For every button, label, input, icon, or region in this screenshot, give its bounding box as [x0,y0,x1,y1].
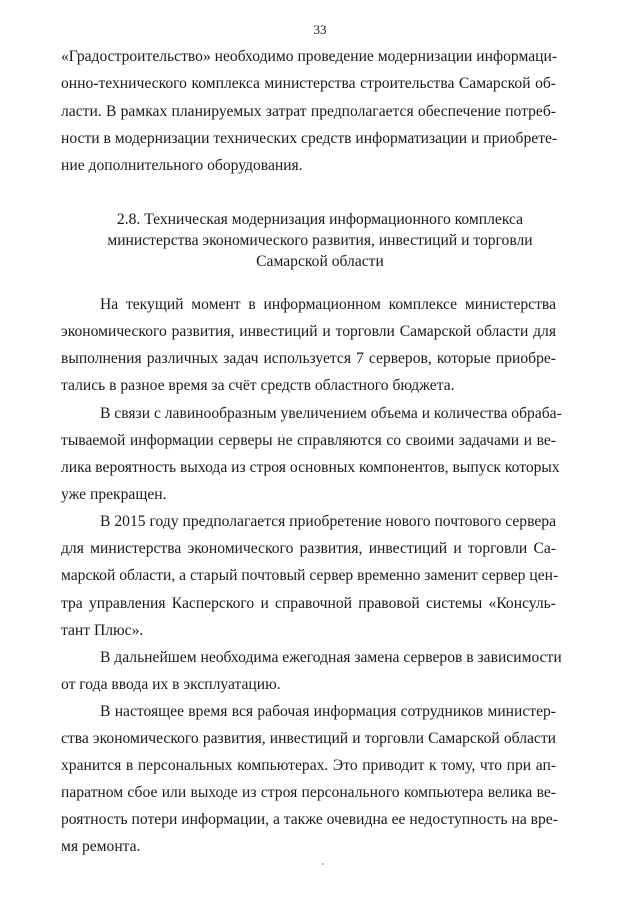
text-line: ности в модернизации технических средств информатизации и приобрете- [61,130,558,147]
text-line: В 2015 году предполагается приобретение нового почтового сервера [100,513,556,530]
heading-line: министерства экономического развития, инвестиций и торговли [107,232,533,249]
text-line: экономического развития, инвестиций и торговли Самарской области для [61,323,556,340]
text-line: «Градостроительство» необходимо проведение модернизации информаци- [61,48,558,65]
text-line: хранится в персональных компьютерах. Это приводит к тому, что при ап- [61,757,556,774]
text-line: тываемой информации серверы не справляются со своими задачами и ве- [61,432,556,449]
text-line: тра управления Касперского и справочной правовой системы «Консуль- [61,595,556,612]
text-line: ние дополнительного оборудования. [61,157,303,174]
text-line: уже прекращен. [61,486,167,503]
text-line: В дальнейшем необходима ежегодная замена серверов в зависимости [100,649,562,666]
text-line: ласти. В рамках планируемых затрат предполагается обеспечение потреб- [61,103,556,120]
page-number: 33 [313,22,327,37]
text-line: В связи с лавинообразным увеличением объема и количества обраба- [100,405,562,422]
text-line: выполнения различных задач используется 7 серверов, которые приобре- [61,350,556,367]
scan-speck [322,863,324,865]
text-line: паратном сбое или выходе из строя персонального компьютера велика ве- [61,784,556,801]
text-line: лика вероятность выхода из строя основных компонентов, выпуск которых [61,459,560,476]
text-line: тант Плюс». [61,622,144,639]
heading-line: Самарской области [256,253,384,270]
text-line: марской области, а старый почтовый сервер временно заменит сервер цен- [61,567,559,584]
text-line: мя ремонта. [61,838,141,855]
text-line: В настоящее время вся рабочая информация сотрудников министер- [100,703,556,720]
text-line: На текущий момент в информационном комплексе министерства [100,296,556,313]
text-line: роятность потери информации, а также очевидна ее недоступность на вре- [61,811,558,828]
text-line: для министерства экономического развития, инвестиций и торговли Са- [61,540,556,557]
text-line: тались в разное время за счёт средств областного бюджета. [61,377,455,394]
text-line: ства экономического развития, инвестиций и торговли Самарской области [61,730,556,747]
text-line: онно-технического комплекса министерства строительства Самарской об- [61,75,556,92]
heading-line: 2.8. Техническая модернизация информационного комплекса [116,211,524,228]
text-line: от года ввода их в эксплуатацию. [61,676,281,693]
